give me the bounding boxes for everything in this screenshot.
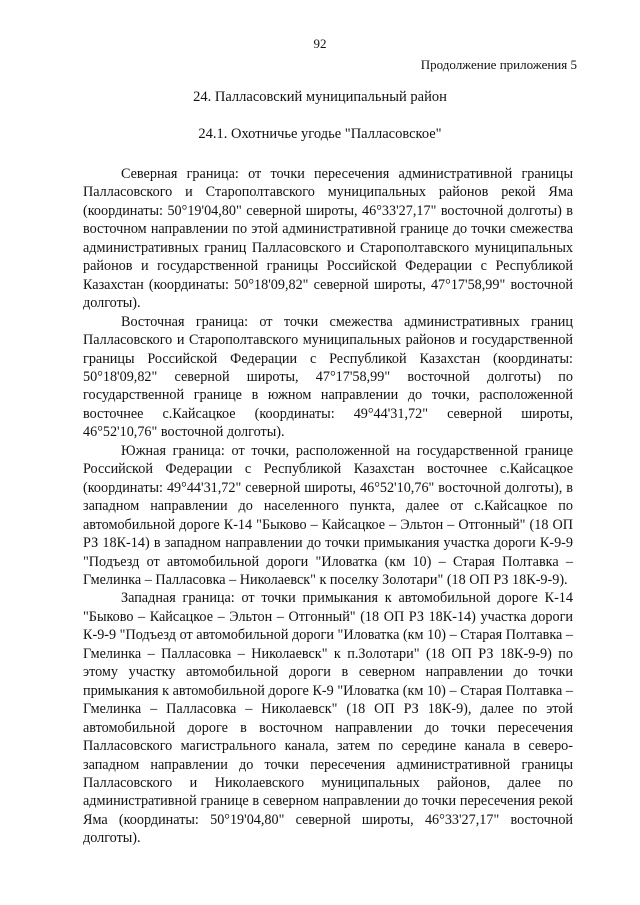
paragraph-north-border: Северная граница: от точки пересечения административной границы Палласовского и Старополтавского муниципальных районов рекой Яма (координаты: 50°19'04,80" северной широты, 46°33'27,17" восточной долготы) в восточном направлении по этой административной границе до точки смежества административных границ Палласовского и Старополтавского муниципальных районов и государственной границы Российской Федерации с Республикой Казахстан (координаты: 50°18'09,82" северной широты, 47°17'58,99" восточной долготы). (83, 166, 573, 312)
subsection-title: 24.1. Охотничье угодье "Палласовское" (198, 126, 442, 142)
section-title: 24. Палласовский муниципальный район (193, 89, 447, 105)
paragraph-east-border: Восточная граница: от точки смежества административных границ Палласовского и Старополтавского муниципальных районов и государственной границы Российской Федерации с Республикой Казахстан (координаты: 50°18'09,82" северной широты, 47°17'58,99" восточной долготы) по государственной границе в южном направлении до точки, расположенной восточнее с.Кайсацкое (координаты: 49°44'31,72" северной широты, 46°52'10,76" восточной долготы). (83, 313, 573, 441)
paragraph-south-border: Южная граница: от точки, расположенной на государственной границе Российской Федерации с Республикой Казахстан восточнее с.Кайсацкое (координаты: 49°44'31,72" северной широты, 46°52'10,76" восточной долготы), в западном направлении до населенного пункта, далее от с.Кайсацкое по автомобильной дороге К-14 "Быково – Кайсацкое – Эльтон – Отгонный" (18 ОП РЗ 18К-14) в западном направлении до точки примыкания участка дороги К-9-9 "Подъезд от автомобильной дороги "Иловатка (км 10) – Старая Полтавка – Гмелинка – Палласовка – Николаевск" к поселку Золотари" (18 ОП РЗ 18К-9-9). (83, 442, 573, 588)
page-number: 92 (313, 36, 327, 51)
appendix-continuation-note: Продолжение приложения 5 (420, 57, 577, 72)
paragraph-west-border: Западная граница: от точки примыкания к автомобильной дороге К-14 "Быково – Кайсацкое – Эльтон – Отгонный" (18 ОП РЗ 18К-14) участка дороги К-9-9 "Подъезд от автомобильной дороги "Иловатка (км 10) – Старая Полтавка – Гмелинка – Палласовка – Николаевск" к п.Золотари" (18 ОП РЗ 18К-9-9) по этому участку автомобильной дороги в северном направлении до точки примыкания к автомобильной дороге К-9 "Иловатка (км 10) – Старая Полтавка – Гмелинка – Палласовка – Николаевск" (18 ОП РЗ 18К-9), далее по этой автомобильной дороге в восточном направлении до точки пересечения Палласовского магистрального канала, затем по середине канала в северо-западном направлении до точки пересечения административной границы Палласовского и Николаевского муниципальных районов, далее по административной границе в северном направлении до точки пересечения рекой Яма (координаты: 50°19'04,80" северной широты, 46°33'27,17" восточной долготы). (83, 590, 573, 847)
body-text (83, 165, 573, 848)
